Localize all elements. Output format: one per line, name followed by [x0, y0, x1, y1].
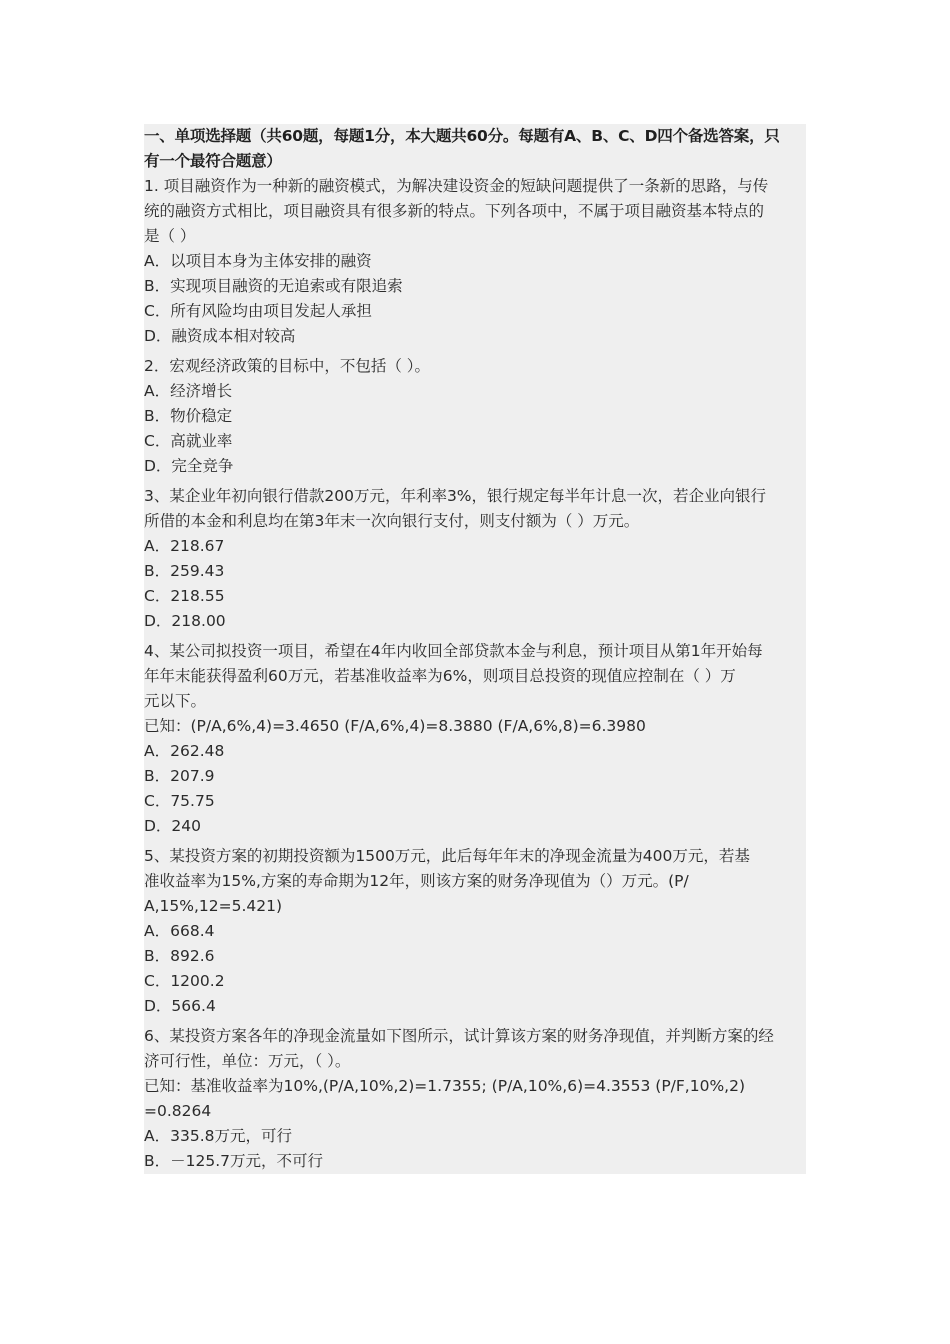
option-b: B．207.9 [144, 767, 215, 785]
question-stem-line: 是（ ） [144, 227, 196, 245]
option-d: D．融资成本相对较高 [144, 327, 296, 345]
option-c: C．1200.2 [144, 972, 225, 990]
question-stem-line: 5、某投资方案的初期投资额为1500万元，此后每年年末的净现金流量为400万元，若基 [144, 847, 750, 865]
question-stem-line: 年年末能获得盈利60万元，若基准收益率为6%，则项目总投资的现值应控制在（ ）万 [144, 667, 736, 685]
section-heading [144, 124, 806, 174]
document-content [144, 124, 806, 1174]
question-4 [144, 639, 806, 839]
option-b: B．892.6 [144, 947, 215, 965]
question-stem-line: 3、某企业年初向银行借款200万元，年利率3%，银行规定每半年计息一次，若企业向银行 [144, 487, 767, 505]
question-stem-line: 1. 项目融资作为一种新的融资模式，为解决建设资金的短缺问题提供了一条新的思路，与传 [144, 177, 769, 195]
option-a: A．218.67 [144, 537, 225, 555]
option-c: C．218.55 [144, 587, 225, 605]
option-a: A．经济增长 [144, 382, 233, 400]
question-stem-line: 6、某投资方案各年的净现金流量如下图所示，试计算该方案的财务净现值，并判断方案的经 [144, 1027, 774, 1045]
option-d: D．完全竞争 [144, 457, 234, 475]
option-a: A．335.8万元，可行 [144, 1127, 292, 1145]
question-5 [144, 844, 806, 1019]
heading-line: 一、单项选择题（共60题，每题1分，本大题共60分。每题有A、B、C、D四个备选答案，只 [144, 127, 780, 145]
question-6 [144, 1024, 806, 1174]
question-3 [144, 484, 806, 634]
option-b: B．－125.7万元，不可行 [144, 1152, 324, 1170]
question-stem-line: 2．宏观经济政策的目标中，不包括（ ）。 [144, 357, 431, 375]
option-a: A．以项目本身为主体安排的融资 [144, 252, 372, 270]
question-stem-line: 元以下。 [144, 692, 207, 710]
question-stem-line: 统的融资方式相比，项目融资具有很多新的特点。下列各项中，不属于项目融资基本特点的 [144, 202, 765, 220]
option-b: B．259.43 [144, 562, 225, 580]
question-stem-line: 济可行性，单位：万元，（ ）。 [144, 1052, 351, 1070]
question-1 [144, 174, 806, 349]
option-d: D．566.4 [144, 997, 216, 1015]
question-stem-line: A,15%,12=5.421) [144, 897, 283, 915]
option-c: C．所有风险均由项目发起人承担 [144, 302, 372, 320]
option-a: A．668.4 [144, 922, 215, 940]
question-stem-line: 4、某公司拟投资一项目，希望在4年内收回全部贷款本金与利息，预计项目从第1年开始每 [144, 642, 763, 660]
heading-line: 有一个最符合题意） [144, 152, 282, 170]
question-stem-line: 所借的本金和利息均在第3年末一次向银行支付，则支付额为（ ）万元。 [144, 512, 640, 530]
option-b: B．实现项目融资的无追索或有限追索 [144, 277, 403, 295]
option-b: B．物价稳定 [144, 407, 233, 425]
option-c: C．高就业率 [144, 432, 233, 450]
option-a: A．262.48 [144, 742, 225, 760]
given-values: 已知：(P/A,6%,4)=3.4650 (F/A,6%,4)=8.3880 (F/A,6%,8)=6.3980 [144, 717, 646, 735]
given-values-continued: =0.8264 [144, 1102, 212, 1120]
option-d: D．240 [144, 817, 202, 835]
given-values: 已知：基准收益率为10%,(P/A,10%,2)=1.7355; (P/A,10%,6)=4.3553 (P/F,10%,2) [144, 1077, 746, 1095]
option-c: C．75.75 [144, 792, 215, 810]
question-stem-line: 准收益率为15%,方案的寿命期为12年，则该方案的财务净现值为（）万元。(P/ [144, 872, 689, 890]
option-d: D．218.00 [144, 612, 226, 630]
question-2 [144, 354, 806, 479]
